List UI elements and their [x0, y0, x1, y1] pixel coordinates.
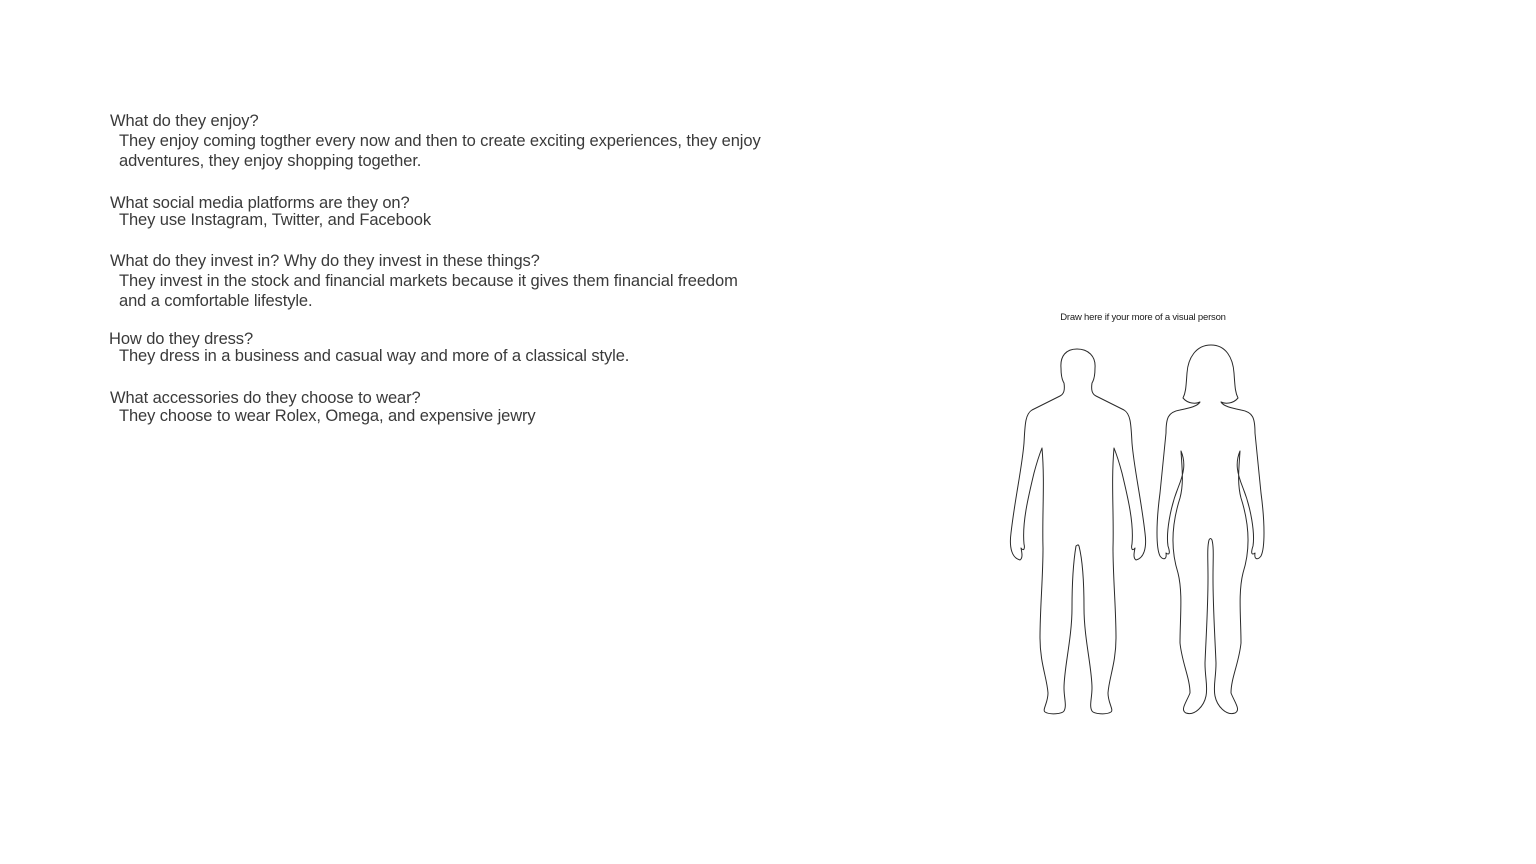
- question-text: How do they dress?: [109, 330, 254, 348]
- question-text: What do they invest in? Why do they invest in these things?: [110, 252, 540, 270]
- qa-item-invest: [110, 251, 769, 311]
- question-text: What do they enjoy?: [110, 112, 259, 130]
- body-outlines: [1000, 308, 1290, 728]
- question-text: What accessories do they choose to wear?: [110, 389, 421, 407]
- qa-item-dress: [109, 329, 629, 366]
- male-body-outline-icon: [1010, 349, 1145, 714]
- question-text: What social media platforms are they on?: [110, 194, 410, 212]
- female-body-outline-icon: [1157, 345, 1264, 714]
- qa-item-accessories: [110, 388, 536, 426]
- answer-text: They invest in the stock and financial markets because it gives them financial freedom and a comfortable lifestyle.: [119, 272, 738, 310]
- answer-text: They dress in a business and casual way and more of a classical style.: [119, 347, 630, 365]
- qa-item-enjoy: [110, 111, 789, 171]
- qa-item-social-media: [110, 193, 431, 230]
- answer-text: They choose to wear Rolex, Omega, and expensive jewry: [119, 407, 536, 425]
- drawing-caption: Draw here if your more of a visual person: [1060, 312, 1226, 323]
- answer-text: They enjoy coming togther every now and then to create exciting experiences, they enjoy adventures, they enjoy shopping together.: [119, 132, 761, 170]
- drawing-area[interactable]: [1000, 308, 1290, 728]
- answer-text: They use Instagram, Twitter, and Facebook: [119, 211, 432, 229]
